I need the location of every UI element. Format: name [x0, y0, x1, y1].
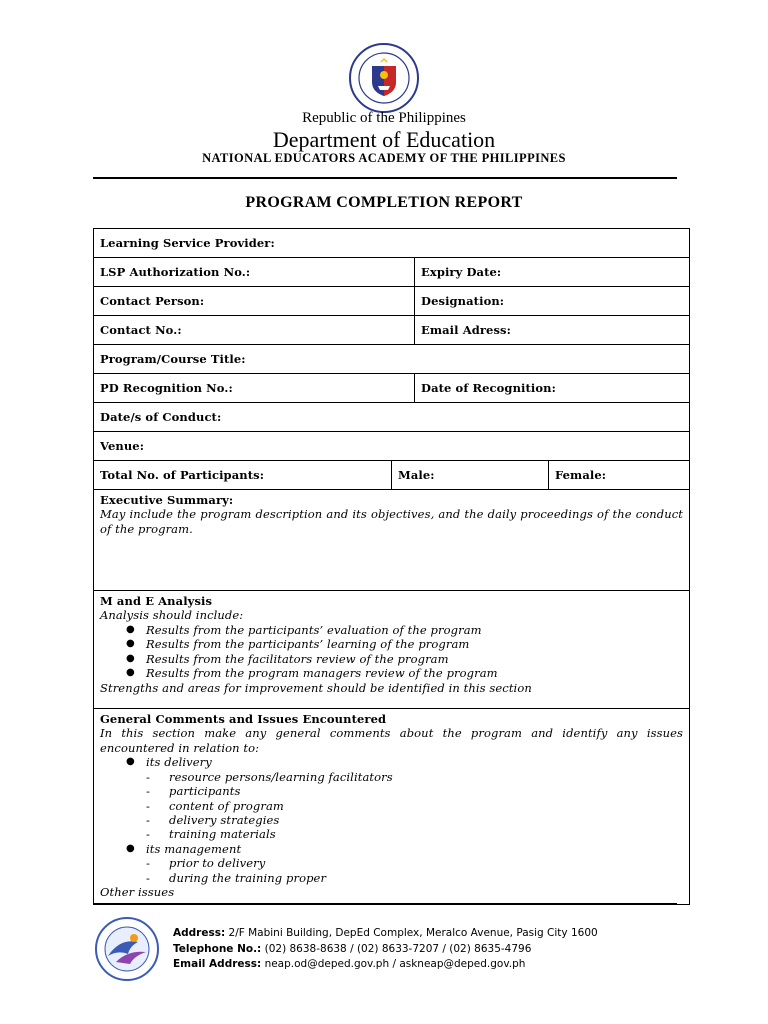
department-name: Department of Education: [272, 127, 496, 152]
footer-email-line: Email Address: neap.od@deped.gov.ph / askneap@deped.gov.ph: [173, 958, 526, 970]
footer-telephone: (02) 8638-8638 / (02) 8633-7207 / (02) 8635-4796: [264, 942, 532, 955]
footer-address-line: Address: 2/F Mabini Building, DepEd Complex, Meralco Avenue, Pasig City 1600: [173, 927, 598, 939]
form-row: [94, 287, 690, 316]
dash-icon: -: [146, 827, 150, 842]
executive-summary-section: [94, 490, 690, 591]
bullet-icon: ●: [126, 652, 135, 664]
general-comments-field[interactable]: [94, 709, 690, 905]
list-item: ● Results from the program managers review of the program: [126, 666, 498, 681]
m-and-e-intro: Analysis should include:: [100, 608, 244, 622]
footer-divider: [93, 903, 677, 904]
lsp-authorization-field[interactable]: LSP Authorization No.:: [94, 258, 415, 287]
neap-logo: [94, 916, 160, 982]
male-field[interactable]: Male:: [392, 461, 549, 490]
form-row: [94, 316, 690, 345]
report-title: PROGRAM COMPLETION REPORT: [245, 194, 523, 211]
dash-icon: -: [146, 813, 150, 827]
list-item: ● Results from the facilitators review of the program: [126, 651, 449, 666]
dash-icon: -: [146, 798, 150, 813]
bullet-icon: ●: [126, 623, 135, 635]
pd-recognition-field[interactable]: PD Recognition No.:: [94, 374, 415, 403]
list-item: ● Results from the participants’ evaluation of the program: [126, 622, 482, 637]
list-item: - during the training proper: [146, 870, 327, 885]
list-item: - delivery strategies: [146, 813, 280, 827]
dash-icon: -: [146, 769, 150, 784]
contact-no-field[interactable]: Contact No.:: [94, 316, 415, 345]
dash-icon: -: [146, 870, 150, 885]
email-address-field[interactable]: Email Adress:: [415, 316, 690, 345]
dash-icon: -: [146, 784, 150, 799]
list-item: ● Results from the participants’ learning of the program: [126, 637, 470, 652]
m-and-e-closing: Strengths and areas for improvement should be identified in this section: [100, 680, 532, 695]
list-item: - resource persons/learning facilitators: [146, 769, 393, 784]
general-comments-title: General Comments and Issues Encountered: [100, 712, 387, 726]
program-title-field[interactable]: Program/Course Title:: [94, 345, 690, 374]
completion-report-form: [93, 228, 689, 898]
designation-field[interactable]: Designation:: [415, 287, 690, 316]
total-participants-field[interactable]: Total No. of Participants:: [94, 461, 392, 490]
general-comments-intro: In this section make any general comments about the program and identify any issues encountered in relation to:: [100, 726, 684, 755]
form-row: [94, 461, 690, 490]
academy-name: NATIONAL EDUCATORS ACADEMY OF THE PHILIPPINES: [202, 151, 566, 165]
list-item: - training materials: [146, 827, 276, 842]
footer-contact-block: [173, 926, 598, 973]
list-item: - prior to delivery: [146, 856, 266, 871]
deped-seal-logo: [348, 42, 420, 114]
bullet-icon: ●: [126, 667, 135, 679]
dash-icon: -: [146, 856, 150, 871]
female-field[interactable]: Female:: [549, 461, 690, 490]
form-row: [94, 258, 690, 287]
list-item: ● its delivery: [126, 755, 212, 770]
executive-summary-field[interactable]: [94, 490, 690, 591]
republic-line: Republic of the Philippines: [302, 110, 466, 126]
learning-service-provider-field[interactable]: Learning Service Provider:: [94, 229, 690, 258]
contact-person-field[interactable]: Contact Person:: [94, 287, 415, 316]
header-divider: [93, 177, 677, 179]
list-item: - content of program: [146, 798, 284, 813]
footer-address: 2/F Mabini Building, DepEd Complex, Meralco Avenue, Pasig City 1600: [228, 927, 598, 939]
expiry-date-field[interactable]: Expiry Date:: [415, 258, 690, 287]
bullet-icon: ●: [126, 756, 135, 768]
form-row: [94, 432, 690, 461]
venue-field[interactable]: Venue:: [94, 432, 690, 461]
date-of-recognition-field[interactable]: Date of Recognition:: [415, 374, 690, 403]
other-issues: Other issues: [100, 885, 175, 900]
executive-summary-title: Executive Summary:: [100, 493, 234, 507]
form-row: [94, 345, 690, 374]
list-item: ● its management: [126, 841, 242, 856]
bullet-icon: ●: [126, 638, 135, 650]
form-row: [94, 229, 690, 258]
m-and-e-section: [94, 591, 690, 709]
m-and-e-field[interactable]: [94, 591, 690, 709]
list-item: - participants: [146, 784, 241, 799]
form-row: [94, 403, 690, 432]
general-comments-section: [94, 709, 690, 905]
m-and-e-title: M and E Analysis: [100, 594, 213, 608]
dates-of-conduct-field[interactable]: Date/s of Conduct:: [94, 403, 690, 432]
bullet-icon: ●: [126, 842, 135, 854]
form-row: [94, 374, 690, 403]
footer-telephone-line: Telephone No.: (02) 8638-8638 / (02) 8633-7207 / (02) 8635-4796: [173, 942, 532, 955]
footer-email[interactable]: neap.od@deped.gov.ph / askneap@deped.gov.ph: [264, 958, 526, 970]
executive-summary-instructions: May include the program description and its objectives, and the daily proceedings of the conduct of the program.: [100, 507, 684, 536]
